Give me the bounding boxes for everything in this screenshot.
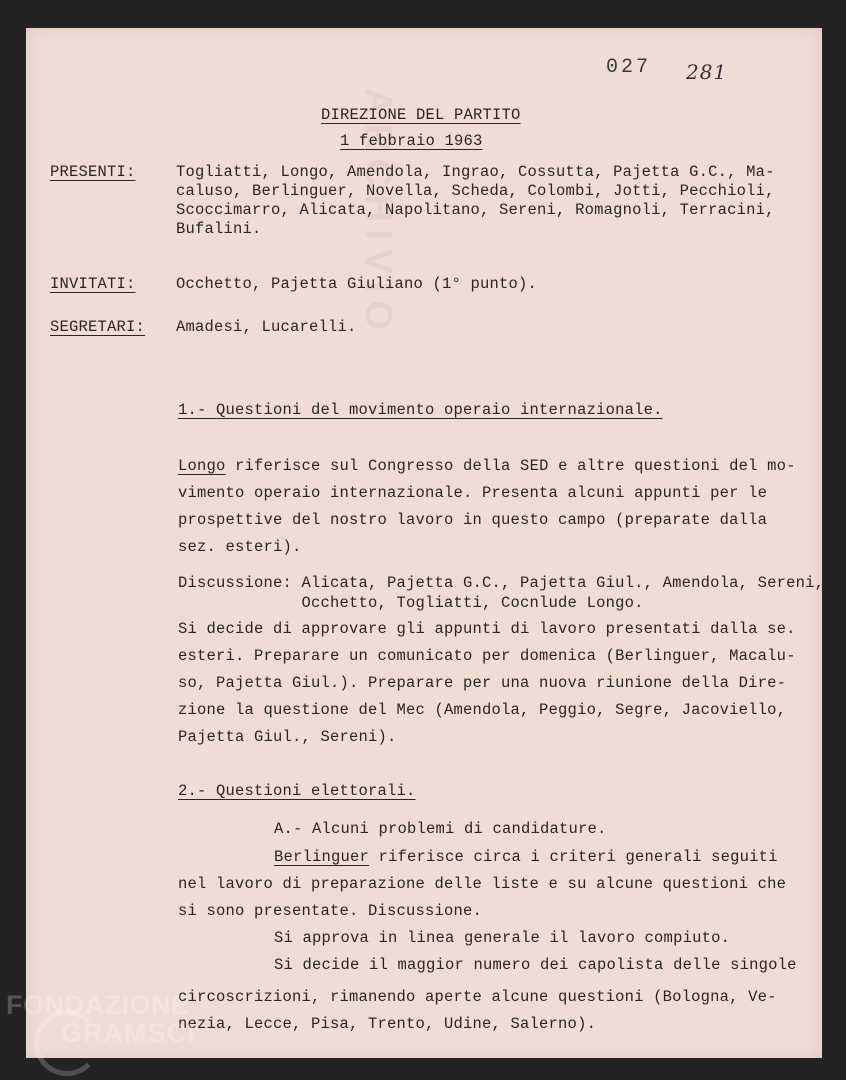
section-1-heading: 1.- Questioni del movimento operaio internazionale. xyxy=(178,401,663,419)
handwritten-number: 281 xyxy=(686,60,728,84)
fondazione-gramsci-logo xyxy=(6,990,226,1070)
document-date: 1 febbraio 1963 xyxy=(340,132,483,150)
speaker-berlinguer: Berlinguer xyxy=(274,848,370,866)
stamp-number: 027 xyxy=(606,56,652,79)
section-1-para-line: prospettive del nostro lavoro in questo campo (preparate dalla xyxy=(178,511,768,529)
logo-line-2: GRAMSCI xyxy=(61,1018,196,1048)
decision-line: esteri. Preparare un comunicato per domenica (Berlinguer, Macalu- xyxy=(178,647,796,665)
segretari-label: SEGRETARI: xyxy=(50,318,146,336)
section-2-heading: 2.- Questioni elettorali. xyxy=(178,782,416,800)
section-2-subheading: A.- Alcuni problemi di candidature. xyxy=(274,820,607,838)
presenti-line: caluso, Berlinguer, Novella, Scheda, Colombi, Jotti, Pecchioli, xyxy=(176,182,775,200)
speaker-longo: Longo xyxy=(178,457,226,475)
decide-line: nezia, Lecce, Pisa, Trento, Udine, Salerno). xyxy=(178,1015,597,1033)
presenti-line: Togliatti, Longo, Amendola, Ingrao, Cossutta, Pajetta G.C., Ma- xyxy=(176,163,775,181)
invitati-text: Occhetto, Pajetta Giuliano (1° punto). xyxy=(176,275,538,293)
invitati-label: INVITATI: xyxy=(50,275,136,293)
section-2-para-line: si sono presentate. Discussione. xyxy=(178,902,483,920)
presenti-line: Scoccimarro, Alicata, Napolitano, Sereni, Romagnoli, Terracini, xyxy=(176,201,775,219)
discussion-line: Discussione: Alicata, Pajetta G.C., Pajetta Giul., Amendola, Sereni, xyxy=(178,574,825,592)
watermark: ARCHIVIO xyxy=(357,88,399,338)
segretari-text: Amadesi, Lucarelli. xyxy=(176,318,357,336)
decision-line: Pajetta Giul., Sereni). xyxy=(178,728,397,746)
document-title: DIREZIONE DEL PARTITO xyxy=(321,106,521,124)
discussion-line: Occhetto, Togliatti, Cocnlude Longo. xyxy=(178,594,644,612)
presenti-line: Bufalini. xyxy=(176,220,262,238)
decision-line: zione la questione del Mec (Amendola, Peggio, Segre, Jacoviello, xyxy=(178,701,787,719)
section-2-para-first-rest: riferisce circa i criteri generali seguiti xyxy=(369,848,778,866)
section-1-para-line xyxy=(178,459,796,475)
section-2-para-line: nel lavoro di preparazione delle liste e su alcune questioni che xyxy=(178,875,787,893)
document-page xyxy=(26,28,825,1058)
decision-line: so, Pajetta Giul.). Preparare per una nuova riunione della Dire- xyxy=(178,674,787,692)
section-1-para-first-rest: riferisce sul Congresso della SED e altre questioni del mo- xyxy=(225,457,796,475)
approval-line: Si approva in linea generale il lavoro compiuto. xyxy=(274,929,731,947)
decision-line: Si decide di approvare gli appunti di lavoro presentati dalla se. xyxy=(178,620,796,638)
decide-line: circoscrizioni, rimanendo aperte alcune questioni (Bologna, Ve- xyxy=(178,988,777,1006)
decide-line: Si decide il maggior numero dei capolista delle singole xyxy=(274,956,797,974)
presenti-label: PRESENTI: xyxy=(50,163,136,181)
logo-line-1: FONDAZIONE xyxy=(6,990,190,1020)
section-1-para-line: vimento operaio internazionale. Presenta alcuni appunti per le xyxy=(178,484,768,502)
section-2-para-line xyxy=(274,850,778,866)
section-1-para-line: sez. esteri). xyxy=(178,538,302,556)
